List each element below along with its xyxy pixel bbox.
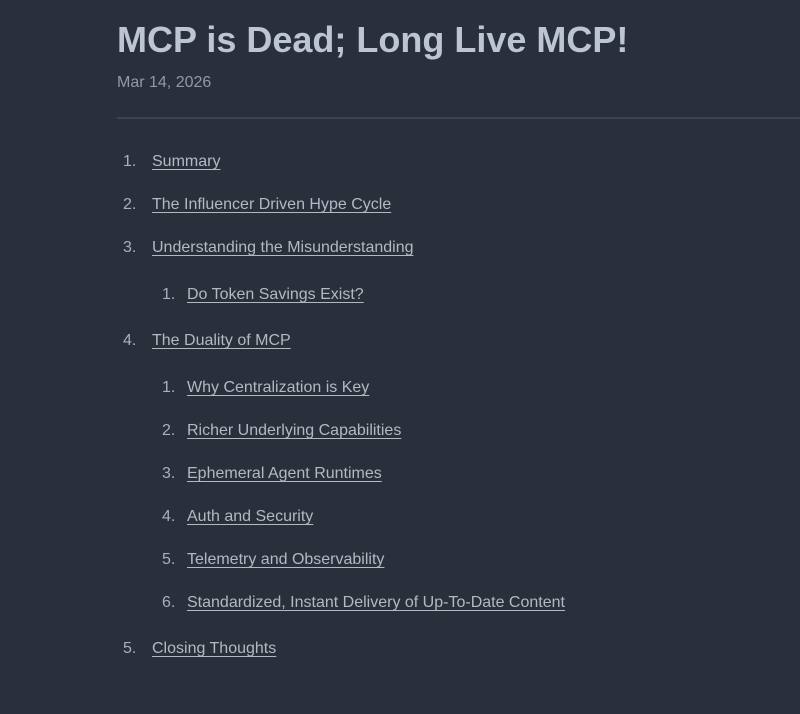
toc-item-number: 4. — [123, 332, 137, 349]
toc-item — [162, 445, 800, 488]
toc-item-number: 2. — [123, 196, 137, 213]
toc-item — [123, 133, 800, 176]
page-title: MCP is Dead; Long Live MCP! — [117, 19, 629, 60]
toc-link-duality-of-mcp[interactable]: The Duality of MCP — [152, 332, 291, 349]
toc-item — [162, 402, 800, 445]
toc-link-token-savings[interactable]: Do Token Savings Exist? — [187, 286, 364, 303]
toc-link-influencer-hype-cycle[interactable]: The Influencer Driven Hype Cycle — [152, 196, 392, 213]
toc-item — [123, 219, 800, 312]
toc-link-summary[interactable]: Summary — [152, 153, 221, 170]
article-page — [0, 18, 800, 663]
toc-item-number: 1. — [162, 286, 176, 303]
toc-link-understanding-misunderstanding[interactable]: Understanding the Misunderstanding — [152, 239, 414, 256]
toc-item — [162, 574, 800, 617]
toc-item-number: 3. — [123, 239, 137, 256]
toc-sublist — [162, 262, 800, 312]
toc-link-standardized-delivery[interactable]: Standardized, Instant Delivery of Up-To-Date Content — [187, 594, 565, 611]
toc-item — [162, 266, 800, 309]
toc-item — [123, 176, 800, 219]
toc-item-number: 3. — [162, 465, 176, 482]
post-date: Mar 14, 2026 — [117, 74, 212, 91]
toc-link-centralization[interactable]: Why Centralization is Key — [187, 379, 370, 396]
toc-item — [162, 488, 800, 531]
table-of-contents — [117, 119, 800, 663]
toc-item-number: 1. — [162, 379, 176, 396]
toc-item-number: 5. — [162, 551, 176, 568]
toc-link-richer-capabilities[interactable]: Richer Underlying Capabilities — [187, 422, 402, 439]
toc-link-auth-security[interactable]: Auth and Security — [187, 508, 314, 525]
toc-sublist — [162, 355, 800, 620]
toc-item-number: 2. — [162, 422, 176, 439]
toc-item — [123, 312, 800, 620]
toc-item — [162, 359, 800, 402]
toc-item — [162, 531, 800, 574]
toc-link-telemetry-observability[interactable]: Telemetry and Observability — [187, 551, 385, 568]
toc-item-number: 4. — [162, 508, 176, 525]
toc-item — [123, 620, 800, 663]
toc-item-number: 5. — [123, 640, 137, 657]
toc-link-ephemeral-runtimes[interactable]: Ephemeral Agent Runtimes — [187, 465, 382, 482]
toc-item-number: 6. — [162, 594, 176, 611]
toc-item-number: 1. — [123, 153, 137, 170]
toc-link-closing-thoughts[interactable]: Closing Thoughts — [152, 640, 277, 657]
